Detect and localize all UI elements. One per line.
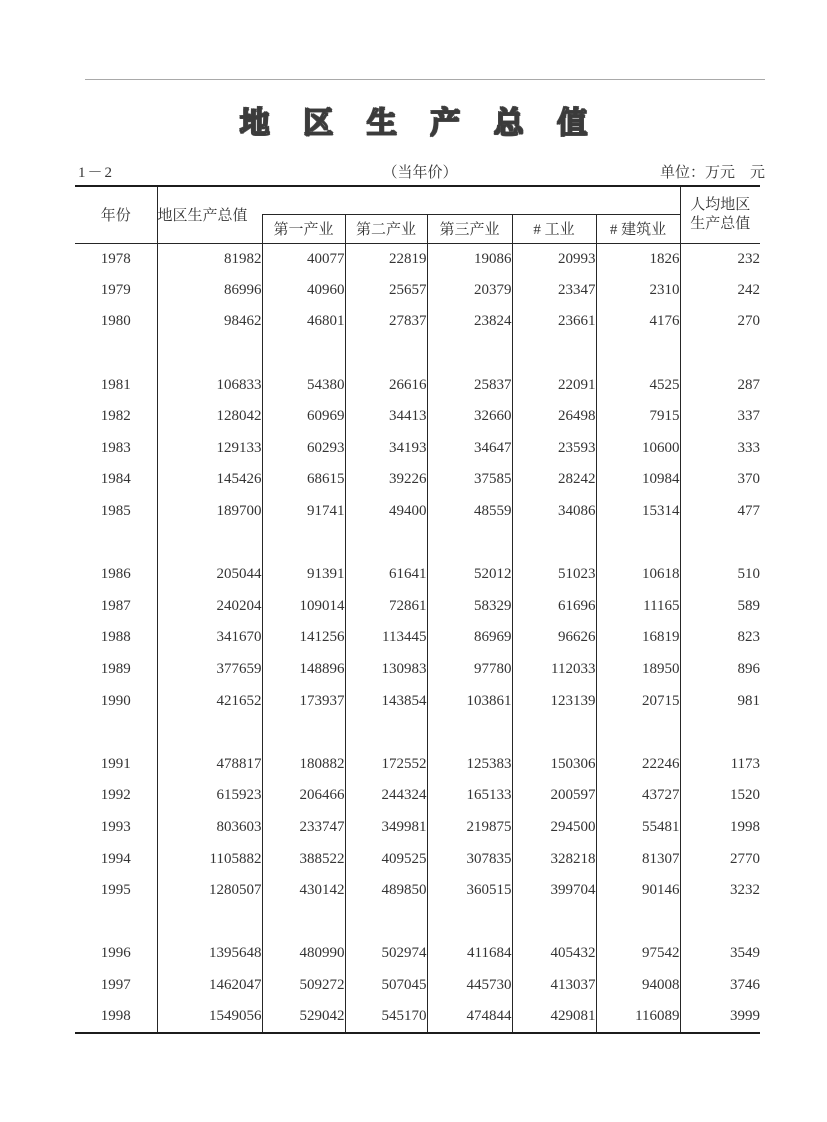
table-row <box>75 812 760 844</box>
spacer-cell <box>75 717 157 749</box>
value-cell: 58329 <box>427 591 512 623</box>
value-cell: 125383 <box>427 749 512 781</box>
value-cell: 141256 <box>262 622 345 654</box>
value-cell: 22246 <box>596 749 680 781</box>
value-cell: 10600 <box>596 433 680 465</box>
spacer-row <box>75 527 760 559</box>
value-cell: 3549 <box>680 938 760 970</box>
price-basis-note: （当年价） <box>382 165 458 181</box>
value-cell: 32660 <box>427 401 512 433</box>
table-row <box>75 970 760 1002</box>
value-cell: 510 <box>680 559 760 591</box>
spacer-cell <box>345 717 427 749</box>
value-cell: 145426 <box>157 464 262 496</box>
year-cell: 1995 <box>100 882 131 899</box>
value-cell: 172552 <box>345 749 427 781</box>
value-cell: 173937 <box>262 685 345 717</box>
value-cell: 896 <box>680 654 760 686</box>
spacer-cell <box>262 338 345 370</box>
value-cell: 205044 <box>157 559 262 591</box>
value-cell: 377659 <box>157 654 262 686</box>
column-header-tertiary-industry: 第三产业 <box>427 214 512 243</box>
spacer-row <box>75 717 760 749</box>
spacer-cell <box>512 717 596 749</box>
year-cell: 1979 <box>100 281 131 298</box>
table-row <box>75 559 760 591</box>
spacer-cell <box>596 717 680 749</box>
value-cell: 328218 <box>512 843 596 875</box>
year-cell: 1983 <box>100 439 131 456</box>
year-cell: 1982 <box>100 408 131 425</box>
value-cell: 445730 <box>427 970 512 1002</box>
value-cell: 165133 <box>427 780 512 812</box>
value-cell: 1998 <box>680 812 760 844</box>
value-cell: 981 <box>680 685 760 717</box>
table-number: 1－2 <box>78 165 115 181</box>
value-cell: 123139 <box>512 685 596 717</box>
value-cell: 4176 <box>596 306 680 338</box>
value-cell: 333 <box>680 433 760 465</box>
table-row <box>75 433 760 465</box>
spacer-cell <box>157 906 262 938</box>
value-cell: 507045 <box>345 970 427 1002</box>
spacer-cell <box>680 717 760 749</box>
year-cell: 1993 <box>100 818 131 835</box>
value-cell: 26616 <box>345 369 427 401</box>
value-cell: 37585 <box>427 464 512 496</box>
spacer-cell <box>75 338 157 370</box>
year-cell: 1985 <box>100 503 131 520</box>
value-cell: 1520 <box>680 780 760 812</box>
value-cell: 61696 <box>512 591 596 623</box>
value-cell: 22819 <box>345 243 427 275</box>
value-cell: 23661 <box>512 306 596 338</box>
spacer-cell <box>596 338 680 370</box>
value-cell: 349981 <box>345 812 427 844</box>
value-cell: 2310 <box>596 275 680 307</box>
value-cell: 232 <box>680 243 760 275</box>
value-cell: 240204 <box>157 591 262 623</box>
year-cell: 1990 <box>100 692 131 709</box>
year-cell: 1998 <box>100 1008 131 1025</box>
column-header-primary-industry: 第一产业 <box>262 214 345 243</box>
value-cell: 409525 <box>345 843 427 875</box>
value-cell: 112033 <box>512 654 596 686</box>
value-cell: 15314 <box>596 496 680 528</box>
value-cell: 430142 <box>262 875 345 907</box>
table-row <box>75 685 760 717</box>
value-cell: 143854 <box>345 685 427 717</box>
value-cell: 34647 <box>427 433 512 465</box>
value-cell: 18950 <box>596 654 680 686</box>
table-row <box>75 306 760 338</box>
table-body <box>75 243 760 1033</box>
column-header-construction: # 建筑业 <box>596 214 680 243</box>
value-cell: 20715 <box>596 685 680 717</box>
value-cell: 244324 <box>345 780 427 812</box>
table-row <box>75 496 760 528</box>
value-cell: 94008 <box>596 970 680 1002</box>
value-cell: 26498 <box>512 401 596 433</box>
value-cell: 360515 <box>427 875 512 907</box>
spacer-cell <box>157 527 262 559</box>
value-cell: 68615 <box>262 464 345 496</box>
column-header-per-capita <box>680 186 760 243</box>
value-cell: 86969 <box>427 622 512 654</box>
table-row <box>75 591 760 623</box>
spacer-cell <box>262 717 345 749</box>
value-cell: 180882 <box>262 749 345 781</box>
value-cell: 52012 <box>427 559 512 591</box>
value-cell: 11165 <box>596 591 680 623</box>
spacer-cell <box>596 906 680 938</box>
value-cell: 91391 <box>262 559 345 591</box>
value-cell: 370 <box>680 464 760 496</box>
value-cell: 307835 <box>427 843 512 875</box>
value-cell: 341670 <box>157 622 262 654</box>
year-cell: 1988 <box>100 629 131 646</box>
spacer-cell <box>596 527 680 559</box>
value-cell: 3746 <box>680 970 760 1002</box>
value-cell: 242 <box>680 275 760 307</box>
year-cell: 1986 <box>100 566 131 583</box>
value-cell: 219875 <box>427 812 512 844</box>
table-row <box>75 401 760 433</box>
spacer-cell <box>157 338 262 370</box>
value-cell: 399704 <box>512 875 596 907</box>
value-cell: 478817 <box>157 749 262 781</box>
spacer-cell <box>75 527 157 559</box>
value-cell: 16819 <box>596 622 680 654</box>
value-cell: 477 <box>680 496 760 528</box>
value-cell: 823 <box>680 622 760 654</box>
spacer-cell <box>512 338 596 370</box>
value-cell: 106833 <box>157 369 262 401</box>
value-cell: 34086 <box>512 496 596 528</box>
value-cell: 1280507 <box>157 875 262 907</box>
value-cell: 421652 <box>157 685 262 717</box>
value-cell: 480990 <box>262 938 345 970</box>
header-row-top <box>75 186 760 214</box>
spacer-cell <box>680 527 760 559</box>
spacer-cell <box>262 527 345 559</box>
value-cell: 81982 <box>157 243 262 275</box>
value-cell: 1549056 <box>157 1001 262 1033</box>
year-cell: 1981 <box>100 376 131 393</box>
value-cell: 1105882 <box>157 843 262 875</box>
value-cell: 39226 <box>345 464 427 496</box>
year-cell: 1992 <box>100 787 131 804</box>
table-row <box>75 243 760 275</box>
year-cell: 1978 <box>100 250 131 267</box>
value-cell: 48559 <box>427 496 512 528</box>
year-cell: 1996 <box>100 945 131 962</box>
value-cell: 4525 <box>596 369 680 401</box>
spacer-cell <box>345 338 427 370</box>
table-row <box>75 275 760 307</box>
value-cell: 1826 <box>596 243 680 275</box>
value-cell: 129133 <box>157 433 262 465</box>
value-cell: 2770 <box>680 843 760 875</box>
value-cell: 150306 <box>512 749 596 781</box>
value-cell: 270 <box>680 306 760 338</box>
table-row <box>75 749 760 781</box>
value-cell: 10618 <box>596 559 680 591</box>
value-cell: 86996 <box>157 275 262 307</box>
value-cell: 545170 <box>345 1001 427 1033</box>
gdp-statistics-table <box>75 185 760 1034</box>
value-cell: 25837 <box>427 369 512 401</box>
value-cell: 1462047 <box>157 970 262 1002</box>
value-cell: 589 <box>680 591 760 623</box>
value-cell: 34193 <box>345 433 427 465</box>
value-cell: 128042 <box>157 401 262 433</box>
value-cell: 413037 <box>512 970 596 1002</box>
value-cell: 287 <box>680 369 760 401</box>
value-cell: 294500 <box>512 812 596 844</box>
value-cell: 60293 <box>262 433 345 465</box>
spacer-cell <box>75 906 157 938</box>
spacer-row <box>75 906 760 938</box>
value-cell: 489850 <box>345 875 427 907</box>
value-cell: 90146 <box>596 875 680 907</box>
table-row <box>75 875 760 907</box>
value-cell: 40077 <box>262 243 345 275</box>
year-cell: 1980 <box>100 313 131 330</box>
value-cell: 98462 <box>157 306 262 338</box>
value-cell: 109014 <box>262 591 345 623</box>
page-title: 地 区 生 产 总 值 <box>239 107 601 140</box>
spacer-cell <box>427 717 512 749</box>
per-capita-line-2: 生产总值 <box>690 215 751 232</box>
table-row <box>75 1001 760 1033</box>
value-cell: 43727 <box>596 780 680 812</box>
value-cell: 502974 <box>345 938 427 970</box>
value-cell: 46801 <box>262 306 345 338</box>
value-cell: 3232 <box>680 875 760 907</box>
top-divider-rule <box>85 79 765 80</box>
value-cell: 509272 <box>262 970 345 1002</box>
value-cell: 529042 <box>262 1001 345 1033</box>
value-cell: 22091 <box>512 369 596 401</box>
value-cell: 233747 <box>262 812 345 844</box>
table-header <box>75 186 760 243</box>
value-cell: 116089 <box>596 1001 680 1033</box>
value-cell: 72861 <box>345 591 427 623</box>
unit-label: 单位：万元 元 <box>659 165 765 181</box>
year-cell: 1991 <box>100 755 131 772</box>
value-cell: 1173 <box>680 749 760 781</box>
table-row <box>75 622 760 654</box>
spacer-cell <box>262 906 345 938</box>
value-cell: 10984 <box>596 464 680 496</box>
column-header-industry: # 工业 <box>512 214 596 243</box>
value-cell: 61641 <box>345 559 427 591</box>
year-cell: 1987 <box>100 597 131 614</box>
value-cell: 474844 <box>427 1001 512 1033</box>
value-cell: 337 <box>680 401 760 433</box>
value-cell: 388522 <box>262 843 345 875</box>
industry-group-spacer <box>262 186 680 214</box>
value-cell: 23824 <box>427 306 512 338</box>
table-meta-row <box>75 161 765 183</box>
year-cell: 1984 <box>100 471 131 488</box>
spacer-cell <box>427 338 512 370</box>
value-cell: 19086 <box>427 243 512 275</box>
value-cell: 40960 <box>262 275 345 307</box>
value-cell: 54380 <box>262 369 345 401</box>
value-cell: 25657 <box>345 275 427 307</box>
value-cell: 55481 <box>596 812 680 844</box>
year-cell: 1997 <box>100 976 131 993</box>
spacer-cell <box>427 906 512 938</box>
value-cell: 200597 <box>512 780 596 812</box>
spacer-cell <box>345 906 427 938</box>
value-cell: 405432 <box>512 938 596 970</box>
table-row <box>75 780 760 812</box>
value-cell: 23347 <box>512 275 596 307</box>
table-row <box>75 938 760 970</box>
value-cell: 23593 <box>512 433 596 465</box>
value-cell: 113445 <box>345 622 427 654</box>
column-header-gdp-total: 地区生产总值 <box>157 186 262 243</box>
per-capita-line-1: 人均地区 <box>690 197 751 213</box>
year-cell: 1989 <box>100 661 131 678</box>
value-cell: 429081 <box>512 1001 596 1033</box>
column-header-year: 年份 <box>75 186 157 243</box>
spacer-cell <box>680 338 760 370</box>
value-cell: 130983 <box>345 654 427 686</box>
table-row <box>75 654 760 686</box>
value-cell: 60969 <box>262 401 345 433</box>
value-cell: 615923 <box>157 780 262 812</box>
value-cell: 27837 <box>345 306 427 338</box>
value-cell: 28242 <box>512 464 596 496</box>
spacer-cell <box>157 717 262 749</box>
value-cell: 206466 <box>262 780 345 812</box>
spacer-cell <box>345 527 427 559</box>
value-cell: 51023 <box>512 559 596 591</box>
value-cell: 96626 <box>512 622 596 654</box>
value-cell: 20379 <box>427 275 512 307</box>
year-cell: 1994 <box>100 850 131 867</box>
value-cell: 103861 <box>427 685 512 717</box>
value-cell: 803603 <box>157 812 262 844</box>
table-row <box>75 843 760 875</box>
value-cell: 1395648 <box>157 938 262 970</box>
value-cell: 20993 <box>512 243 596 275</box>
spacer-cell <box>512 906 596 938</box>
table-row <box>75 464 760 496</box>
spacer-cell <box>427 527 512 559</box>
value-cell: 91741 <box>262 496 345 528</box>
value-cell: 34413 <box>345 401 427 433</box>
value-cell: 97780 <box>427 654 512 686</box>
spacer-row <box>75 338 760 370</box>
value-cell: 81307 <box>596 843 680 875</box>
value-cell: 7915 <box>596 401 680 433</box>
spacer-cell <box>512 527 596 559</box>
value-cell: 189700 <box>157 496 262 528</box>
value-cell: 148896 <box>262 654 345 686</box>
value-cell: 3999 <box>680 1001 760 1033</box>
value-cell: 411684 <box>427 938 512 970</box>
table-row <box>75 369 760 401</box>
column-header-secondary-industry: 第二产业 <box>345 214 427 243</box>
spacer-cell <box>680 906 760 938</box>
value-cell: 49400 <box>345 496 427 528</box>
value-cell: 97542 <box>596 938 680 970</box>
